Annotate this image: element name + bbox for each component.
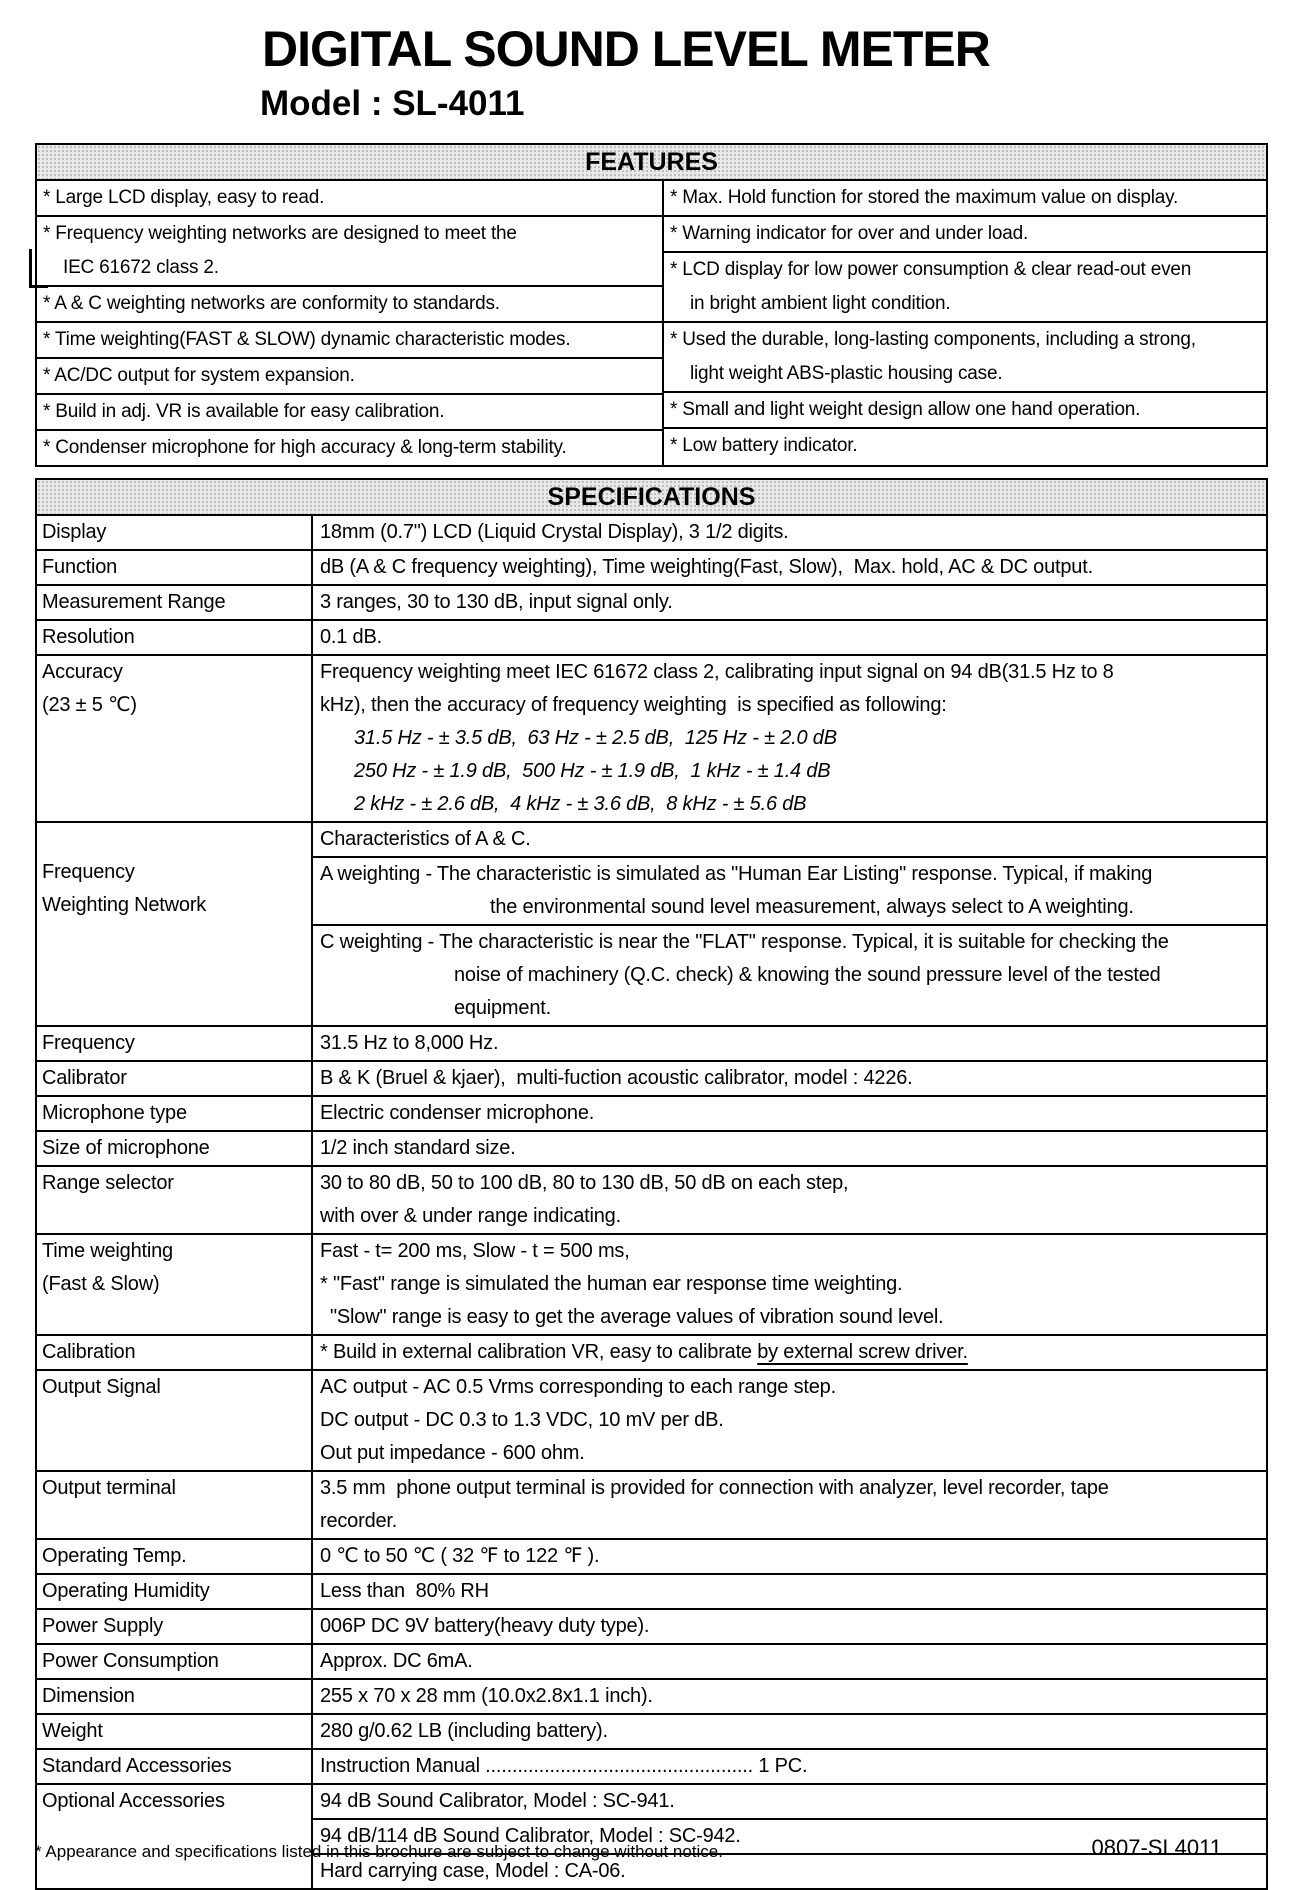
- spec-value: * Build in external calibration VR, easy to calibrate by external screw driver.: [320, 1341, 968, 1363]
- underlined-phrase: by external screw driver.: [757, 1341, 968, 1363]
- a-weighting-subrow: A weighting - The characteristic is simulated as "Human Ear Listing" response. Typical, if making the environmental sound level measurement, always select to A weighting.: [313, 858, 1266, 926]
- spec-value: 3.5 mm phone output terminal is provided for connection with analyzer, level recorder, tape: [320, 1477, 1109, 1499]
- spec-value: recorder.: [320, 1510, 398, 1532]
- spec-value: Approx. DC 6mA.: [320, 1650, 473, 1672]
- optional-accessory-subrow: Hard carrying case, Model : CA-06.: [320, 1860, 626, 1882]
- spec-label: Function: [42, 556, 118, 578]
- c-weighting-subrow: C weighting - The characteristic is near the "FLAT" response. Typical, it is suitable for checking the noise of machinery (Q.C. check) & knowing the sound pressure level of the tested equipment.: [320, 931, 1169, 1019]
- spec-row-time-weighting: [37, 1235, 1266, 1336]
- spec-value: Instruction Manual .................................................. 1 PC.: [320, 1755, 808, 1777]
- spec-label: Frequency: [42, 1032, 135, 1054]
- spec-value: Electric condenser microphone.: [320, 1102, 595, 1124]
- spec-label: Dimension: [42, 1685, 135, 1707]
- spec-label: Output terminal: [42, 1477, 176, 1499]
- spec-value: 0.1 dB.: [320, 626, 382, 648]
- features-table: [35, 143, 1268, 467]
- spec-row-output-signal: [37, 1371, 1266, 1472]
- spec-value: 0 ℃ to 50 ℃ ( 32 ℉ to 122 ℉ ).: [320, 1545, 600, 1567]
- accuracy-tolerance-line: 250 Hz - ± 1.9 dB, 500 Hz - ± 1.9 dB, 1 kHz - ± 1.4 dB: [354, 760, 831, 782]
- spec-label: Operating Humidity: [42, 1580, 210, 1602]
- features-column-right: [664, 181, 1266, 465]
- feature-item: * Low battery indicator.: [670, 435, 858, 456]
- feature-item: * Condenser microphone for high accuracy & long-term stability.: [43, 437, 567, 458]
- spec-label: Microphone type: [42, 1102, 187, 1124]
- feature-item: * Time weighting(FAST & SLOW) dynamic characteristic modes.: [37, 323, 662, 359]
- features-header: FEATURES: [37, 145, 1266, 181]
- spec-value: kHz), then the accuracy of frequency weighting is specified as following:: [320, 694, 947, 716]
- spec-row-resolution: [37, 621, 1266, 656]
- footnote: * Appearance and specifications listed in this brochure are subject to change without notice.: [35, 1842, 723, 1861]
- spec-row-standard-accessories: [37, 1750, 1266, 1785]
- spec-value: 1/2 inch standard size.: [320, 1137, 516, 1159]
- feature-item: * Max. Hold function for stored the maximum value on display.: [664, 181, 1266, 217]
- spec-row-frequency-weighting-network: [37, 823, 1266, 1027]
- spec-value: with over & under range indicating.: [320, 1205, 621, 1227]
- spec-label: Display: [42, 521, 107, 543]
- spec-value: * "Fast" range is simulated the human ear response time weighting.: [320, 1273, 903, 1295]
- spec-row-accuracy: [37, 656, 1266, 823]
- spec-label: Power Consumption: [42, 1650, 219, 1672]
- spec-label: Operating Temp.: [42, 1545, 187, 1567]
- spec-value: 280 g/0.62 LB (including battery).: [320, 1720, 608, 1742]
- spec-row-power-consumption: [37, 1645, 1266, 1680]
- specifications-table: [35, 478, 1268, 1890]
- spec-label: Optional Accessories: [42, 1790, 225, 1812]
- feature-item: * Small and light weight design allow one hand operation.: [664, 393, 1266, 429]
- feature-item: * Used the durable, long-lasting components, including a strong, light weight ABS-plastic housing case.: [664, 323, 1266, 393]
- spec-value: AC output - AC 0.5 Vrms corresponding to each range step.: [320, 1376, 836, 1398]
- spec-value: Fast - t= 200 ms, Slow - t = 500 ms,: [320, 1240, 630, 1262]
- spec-row-operating-temp: [37, 1540, 1266, 1575]
- spec-row-measurement-range: [37, 586, 1266, 621]
- feature-item: * Build in adj. VR is available for easy calibration.: [37, 395, 662, 431]
- spec-label-sub: (Fast & Slow): [42, 1273, 160, 1295]
- spec-row-calibration: [37, 1336, 1266, 1371]
- spec-value: "Slow" range is easy to get the average values of vibration sound level.: [330, 1306, 944, 1328]
- spec-value: 3 ranges, 30 to 130 dB, input signal only.: [320, 591, 673, 613]
- features-column-left: [37, 181, 664, 465]
- spec-label: Calibrator: [42, 1067, 127, 1089]
- optional-accessory-subrow: 94 dB/114 dB Sound Calibrator, Model : SC-942.: [313, 1820, 1266, 1855]
- spec-value: 18mm (0.7") LCD (Liquid Crystal Display), 3 1/2 digits.: [320, 521, 789, 543]
- feature-item: * Frequency weighting networks are designed to meet the IEC 61672 class 2.: [37, 217, 662, 287]
- spec-label: Size of microphone: [42, 1137, 210, 1159]
- accuracy-tolerance-line: 2 kHz - ± 2.6 dB, 4 kHz - ± 3.6 dB, 8 kHz - ± 5.6 dB: [354, 793, 807, 815]
- features-columns: [37, 181, 1266, 465]
- spec-label: Output Signal: [42, 1376, 161, 1398]
- spec-label-sub: Weighting Network: [42, 894, 207, 916]
- spec-label: Resolution: [42, 626, 135, 648]
- spec-row-output-terminal: [37, 1472, 1266, 1540]
- spec-row-microphone-type: [37, 1097, 1266, 1132]
- optional-accessory-subrow: 94 dB Sound Calibrator, Model : SC-941.: [313, 1785, 1266, 1820]
- spec-row-display: [37, 516, 1266, 551]
- spec-row-operating-humidity: [37, 1575, 1266, 1610]
- spec-label: Accuracy: [42, 661, 123, 683]
- spec-row-range-selector: [37, 1167, 1266, 1235]
- page-title: DIGITAL SOUND LEVEL METER: [262, 21, 990, 77]
- spec-value: 30 to 80 dB, 50 to 100 dB, 80 to 130 dB, 50 dB on each step,: [320, 1172, 849, 1194]
- spec-row-power-supply: [37, 1610, 1266, 1645]
- model-number: Model : SL-4011: [260, 84, 525, 123]
- spec-value: 31.5 Hz to 8,000 Hz.: [320, 1032, 499, 1054]
- spec-row-weight: [37, 1715, 1266, 1750]
- spec-row-optional-accessories: [37, 1785, 1266, 1888]
- scan-artifact-bracket: [29, 249, 48, 288]
- spec-label-sub: (23 ± 5 ℃): [42, 694, 137, 716]
- spec-label: Measurement Range: [42, 591, 226, 613]
- spec-label: Frequency: [42, 861, 135, 883]
- spec-value: Out put impedance - 600 ohm.: [320, 1442, 585, 1464]
- spec-label: Standard Accessories: [42, 1755, 232, 1777]
- spec-value: DC output - DC 0.3 to 1.3 VDC, 10 mV per dB.: [320, 1409, 724, 1431]
- feature-item: * A & C weighting networks are conformity to standards.: [37, 287, 662, 323]
- spec-label: Range selector: [42, 1172, 174, 1194]
- feature-item: * Large LCD display, easy to read.: [37, 181, 662, 217]
- document-code: 0807-SL4011: [1091, 1835, 1222, 1860]
- spec-row-calibrator: [37, 1062, 1266, 1097]
- spec-value: B & K (Bruel & kjaer), multi-fuction acoustic calibrator, model : 4226.: [320, 1067, 913, 1089]
- accuracy-tolerance-line: 31.5 Hz - ± 3.5 dB, 63 Hz - ± 2.5 dB, 125 Hz - ± 2.0 dB: [354, 727, 837, 749]
- spec-value: Frequency weighting meet IEC 61672 class 2, calibrating input signal on 94 dB(31.5 Hz to 8: [320, 661, 1114, 683]
- spec-label: Power Supply: [42, 1615, 163, 1637]
- spec-value: dB (A & C frequency weighting), Time weighting(Fast, Slow), Max. hold, AC & DC output.: [320, 556, 1093, 578]
- spec-value: Less than 80% RH: [320, 1580, 489, 1602]
- feature-item: * Warning indicator for over and under load.: [664, 217, 1266, 253]
- spec-row-microphone-size: [37, 1132, 1266, 1167]
- feature-item: * LCD display for low power consumption & clear read-out even in bright ambient light condition.: [664, 253, 1266, 323]
- spec-value: 006P DC 9V battery(heavy duty type).: [320, 1615, 650, 1637]
- spec-row-function: [37, 551, 1266, 586]
- feature-item: * AC/DC output for system expansion.: [37, 359, 662, 395]
- spec-label: Time weighting: [42, 1240, 173, 1262]
- specifications-header: SPECIFICATIONS: [37, 480, 1266, 516]
- spec-label: Calibration: [42, 1341, 136, 1363]
- spec-row-dimension: [37, 1680, 1266, 1715]
- spec-label: Weight: [42, 1720, 103, 1742]
- spec-value: 255 x 70 x 28 mm (10.0x2.8x1.1 inch).: [320, 1685, 653, 1707]
- spec-row-frequency: [37, 1027, 1266, 1062]
- weighting-characteristics-subrow: Characteristics of A & C.: [313, 823, 1266, 858]
